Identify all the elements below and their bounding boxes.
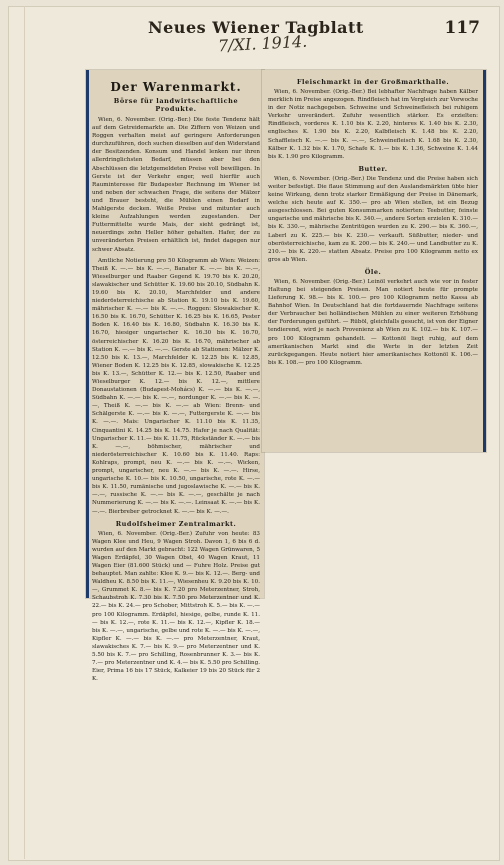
article-paragraph: Wien, 6. November. (Orig.-Ber.) Die Tendenz und die Preise haben sich weiter befestigt. Die flaue Stimmung auf den Auslandsmärkten übte hier keine Wirkung, denn trotz starker Ermäßigung der Preise in Dänemark, welche sich heute auf K. 350.— pro ab Wien stellen, ist ein Bezug ausgeschlossen. Bei guten Konsummarken notierten: Teebutter, feinste ungarische und mährische bis K. 340.—, andere Sorten erzielen K. 310.— bis K. 330.—, mährische Zentritügen wurden zu K. 290.— bis K. 360.—, Laberl zu K. 225.— bis K. 230.— verkauft. Süßbutter, nieder- und oberösterreichische, kam zu K. 200.— bis K. 240.— und Landbutter zu K. 210.— bis K. 220.— statten Absatz. Preise pro 100 Kilogramm netto ex gros ab Wien. <box>268 175 478 263</box>
article-paragraph: Wien, 6. November. (Orig.-Ber.) Zufuhr von heute: 83 Wagen Klee und Heu, 9 Wagen Stroh. Davon 1, 6 bis 6 d. wurden auf den Markt gebracht: 122 Wagen Grünwaren, 5 Wagen Erdäpfel, 30 Wagen Obst, 40 Wagen Kraut, 11 Wagen Eier (81.600 Stück) und — Fuhre Holz. Preise gut behauptet. Man zahlte: Klee K. 9.— bis K. 12.—. Berg- und Waldheu K. 8.50 bis K. 11.—, Wiesenheu K. 9.20 bis K. 10.—, Grummet K. 8.— bis K. 7.20 pro Meterzentner, Stroh, Schaubstroh K. 7.30 bis K. 7.50 pro Meterzentner und K. 22.— bis K. 24.— pro Schober, Mittstroh K. 5.— bis K. —.— pro 100 Kilogramm. Erdäpfel, hiesige, gelbe, runde K. 11.— bis K. 12.—, rote K. 11.— bis K. 12.—, Kipfler K. 18.— bis K. —.—, ungarische, gelbe und rote K. —.— bis K. —.—, Kipfler K. —.— bis K. —.— pro Meterzentner, Kraut, slawakisches K. 7.— bis K. 9.— pro Meterzentner und K. 5.50 bis K. 7.— pro Schilling, Rosenbrunner K. 3.— bis K. 7.— pro Meterzentner und K. 4.— bis K. 5.50 pro Schilling. Eier, Prima 16 bis 17 Stück, Kalkeier 19 bis 20 Stück für 2 K. <box>92 530 260 683</box>
left-article-column <box>92 74 260 686</box>
article-subtitle: Börse für landwirtschaftliche Produkte. <box>113 97 239 113</box>
article-title: Der Warenmarkt. <box>110 80 242 94</box>
masthead-title: Neues Wiener Tagblatt <box>148 18 364 37</box>
page-number: 117 <box>444 18 480 38</box>
section-heading: Öle. <box>364 267 382 276</box>
article-paragraph: Amtliche Notierung pro 50 Kilogramm ab Wien: Weizen: Theiß K. —.— bis K. —.—, Banater K. —.— bis K. —.—, Wieselburger und Raaber Gegend K. 19.70 bis K. 20.20, slawakischer und Schütter K. 19.60 bis 20.10, Südbahn K. 19.60 bis K. 20.10, Marchfelder und andere niederösterreichische ab Station K. 19.10 bis K. 19.60, mährischer K. —.— bis K. —.—. Roggen: Slowakischer K. 16.50 bis K. 16.70, Schütter K. 16.25 bis K. 16.65, Pester Boden K. 16.40 bis K. 16.80, Südbahn K. 16.30 bis K. 16.70, hiesiger ungarischer K. 16.30 bis K. 16.70, österreichischer K. 16.20 bis K. 16.70, mährischer ab Station K. —.— bis K. —.—. Gerste ab Stationen: Mälzer K. 12.50 bis K. 13.—, Marchfelder K. 12.25 bis K. 12.85, Wiener Boden K. 12.25 bis K. 12.85, slowakische K. 12.25 bis K. 13.—, Schütter K. 12.— bis K. 12.50, Raaber und Wieselburger K. 12.— bis K. 12.—, mittlere Donaustationen (Budapest-Mohács) K. —.— bis K. —.—, Südbahn K. —.— bis K. —.—, nordunger K. —.— bis K. —.—, Theiß K. —.— bis K. —.— ab Wien: Brenn- und Schälgerste K. —.— bis K. —.—, Futtergerste K. —.— bis K. —.—. Mais: Ungarischer K. 11.10 bis K. 11.35, Cinquantini K. 14.25 bis K. 14.75. Hafer je nach Qualität: Ungarischer K. 11.— bis K. 11.75, Rückständer K. —.— bis K. —.—, böhmischer, mährischer und niederösterreichischer K. 10.60 bis K. 11.40. Raps: Kohlraps, prompt, neu K. —.— bis K. —.—. Wicken, prompt, ungarischer, neu K. —.— bis K. —.—. Hirse, ungarische K. 10.— bis K. 10.50, ungarische, rote K. —.— bis K. 11.50, rumänische und jugoslawische K. —.— bis K. —.—, russische K. —.— bis K. —.—, geschälte je nach Nummerierung K. —.— bis K. —.—. Leinsaat K. —.— bis K. —.—. Bierbreber getrocknet K. —.— bis K. —.—. <box>92 257 260 515</box>
mount-edge-line <box>24 6 25 859</box>
handwritten-date: 7/XI. 1914. <box>217 31 308 56</box>
section-heading: Fleischmarkt in der Großmarkthalle. <box>296 78 450 86</box>
page-header <box>8 6 498 56</box>
article-paragraph: Wien, 6. November. (Orig.-Ber.) Die feste Tendenz hält auf dem Getreidemarkte an. Die Ziffern von Weizen und Roggen verhalten meist auf geringere Anforderungen durchzuführen, doch suchen dieselben auf den Widerstand der Besitzenden. Konsum und Handel lenken nur ihren allerdringlichsten Bedarf, müssen aber bei den Abschlüssen die letztgemeldeten Preise voll bewilligen. In Gerste ist der Verkehr enger, weil hierfür auch Rauminteresse für Budapester Rechnung im Wiener ist und neben der schwachen Frage, die seitens der Mälzer und Brauer besteht, die Mühlen einen Bedarf in Mahlgerste decken. Weiße Preise und mitunter auch kleine Aufzahlungen werden zugestanden. Der Futtermittelte wurde Mais, der sieht gedrängt ist, neuerdings zehn Heller höher gehalten. Hafer, der zu unveränderten Preisen erhältlich ist, findet dagegen nur schwer Absatz. <box>92 117 260 253</box>
section-heading: Butter. <box>358 164 388 173</box>
article-paragraph: Wien, 6. November. (Orig.-Ber.) Bei lebhafter Nachfrage haben Kälber merklich im Preise angezogen. Rindfleisch hat im Vergleich zur Vorwoche in der Notiz nachgegeben. Schweine und Schweinefleisch bei ruhigem Verkehr unverändert. Zufuhr wesentlich stärker. Es erzielten: Rindfleisch, vorderes K. 1.10 bis K. 2.20, hinteres K. 1.40 bis K. 2.30, englisches K. 1.90 bis K. 2.20, Kalbfleisch K. 1.48 bis K. 2.20, Schaffleisch K. —.— bis K. —.—, Schweinefleisch K. 1.68 bis K. 2.30, Kälber K. 1.32 bis K. 1.70, Schafe K. 1.— bis K. 1.36, Schweine K. 1.44 bis K. 1.90 pro Kilogramm. <box>268 89 478 160</box>
section-heading: Rudolfsheimer Zentralmarkt. <box>115 519 237 528</box>
blue-margin-mark-right <box>483 70 486 452</box>
article-paragraph: Wien, 6. November. (Orig.-Ber.) Leinöl verkehrt auch wie vor in fester Haltung bei steigenden Preisen. Man notiert heute für prompte Lieferung K. 98.— bis K. 100.— pro 100 Kilogramm netto Kassa ab Bahnhof Wien. In Deutschland hat die fortdauernde Nachfrage seitens der Verbraucher bei holländischen Mühlen zu einer weiteren Erhöhung der Forderungen geführt. — Rüböl, gleichfalls gesucht, ist von der Eigner tendierend, wird je nach Provenienz ab Wien zu K. 102.— bis K. 107.— pro 100 Kilogramm gehandelt. — Kottonöl liegt ruhig, auf dem amerikanischen Markt sind die Werte in der letzten Zeit zurückgegangen. Heute notiert hier amerikanisches Kottonöl K. 106.— bis K. 108.— pro 100 Kilogramm. <box>268 278 478 366</box>
blue-margin-mark-left <box>86 70 89 598</box>
right-article-column <box>268 74 478 370</box>
